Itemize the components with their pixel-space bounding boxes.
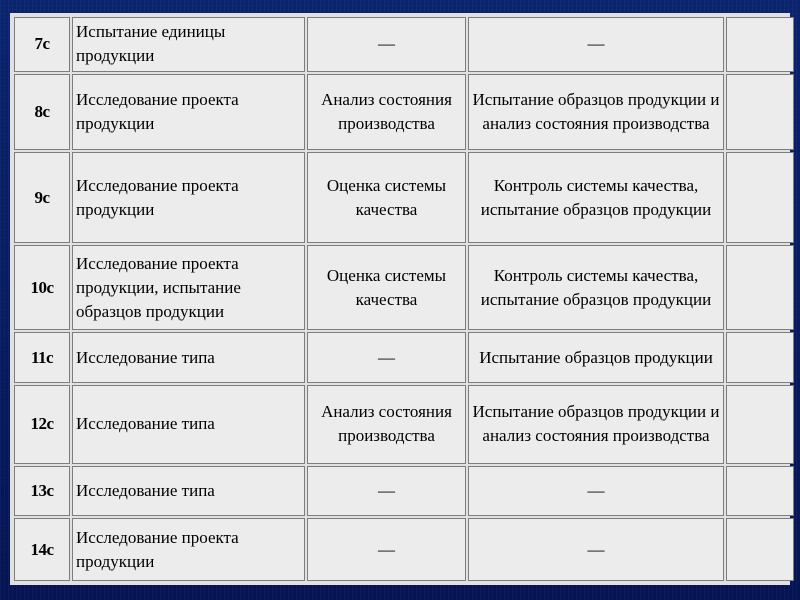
certification-form-cell <box>72 466 305 517</box>
extra-column-cell <box>726 518 794 581</box>
certification-schemes-table-frame <box>10 13 790 585</box>
scheme-code-cell <box>14 332 70 383</box>
manufacturer-control-cell <box>307 332 466 383</box>
table-row <box>14 17 794 72</box>
certification-schemes-table <box>12 15 796 583</box>
extra-column-cell <box>726 466 794 517</box>
certification-form-cell <box>72 74 305 151</box>
product-control-text: Испытание образцов продукции <box>479 347 713 367</box>
scheme-code: 8с <box>34 102 50 121</box>
product-control-cell <box>468 74 724 151</box>
manufacturer-control-text: Оценка системы качества <box>326 175 447 219</box>
certification-form-text: Исследование типа <box>76 481 215 500</box>
scheme-code-cell <box>14 152 70 243</box>
scheme-code-cell <box>14 17 70 72</box>
table-row <box>14 518 794 581</box>
manufacturer-control-cell <box>307 245 466 330</box>
manufacturer-control-text: — <box>378 34 395 54</box>
table-row <box>14 74 794 151</box>
table-row <box>14 332 794 383</box>
scheme-code-cell <box>14 385 70 464</box>
extra-column-cell <box>726 74 794 151</box>
product-control-text: — <box>587 481 605 500</box>
manufacturer-control-cell <box>307 17 466 72</box>
certification-form-cell <box>72 332 305 383</box>
product-control-cell <box>468 518 724 581</box>
certification-form-text: Исследование проекта продукции, испытание образцов продукции <box>76 253 241 321</box>
scheme-code: 7с <box>34 34 50 54</box>
extra-column-cell <box>726 385 794 464</box>
scheme-code: 9с <box>34 187 50 207</box>
scheme-code-cell <box>14 245 70 330</box>
certification-form-cell <box>72 385 305 464</box>
scheme-code: 10с <box>30 277 54 297</box>
product-control-cell <box>468 245 724 330</box>
scheme-code-cell <box>14 466 70 517</box>
certification-form-text: Исследование проекта продукции <box>76 90 239 133</box>
scheme-code: 12с <box>30 414 54 434</box>
certification-form-text: Исследование типа <box>76 347 215 367</box>
manufacturer-control-text: Анализ состояния производства <box>321 90 452 133</box>
product-control-text: Испытание образцов продукции и анализ состояния производства <box>472 90 720 133</box>
manufacturer-control-text: — <box>378 347 395 367</box>
manufacturer-control-cell <box>307 74 466 151</box>
manufacturer-control-text: — <box>378 481 395 500</box>
scheme-code: 11с <box>30 347 54 367</box>
manufacturer-control-text: Оценка системы качества <box>326 265 447 309</box>
table-row <box>14 245 794 330</box>
manufacturer-control-text: Анализ состояния производства <box>321 402 452 446</box>
certification-form-text: Испытание единицы продукции <box>76 22 226 66</box>
certification-form-cell <box>72 17 305 72</box>
certification-form-text: Исследование проекта продукции <box>76 175 239 219</box>
product-control-cell <box>468 332 724 383</box>
manufacturer-control-cell <box>307 466 466 517</box>
extra-column-cell <box>726 17 794 72</box>
certification-form-text: Исследование проекта продукции <box>76 527 239 571</box>
table-row <box>14 385 794 464</box>
certification-form-cell <box>72 518 305 581</box>
product-control-cell <box>468 17 724 72</box>
manufacturer-control-cell <box>307 518 466 581</box>
manufacturer-control-cell <box>307 385 466 464</box>
scheme-code: 14с <box>30 539 54 559</box>
scheme-code-cell <box>14 74 70 151</box>
product-control-text: Испытание образцов продукции и анализ состояния производства <box>472 402 720 446</box>
product-control-text: Контроль системы качества, испытание образцов продукции <box>480 265 712 309</box>
extra-column-cell <box>726 152 794 243</box>
product-control-text: — <box>587 34 605 54</box>
product-control-cell <box>468 152 724 243</box>
certification-form-cell <box>72 245 305 330</box>
extra-column-cell <box>726 332 794 383</box>
table-row <box>14 152 794 243</box>
scheme-code-cell <box>14 518 70 581</box>
product-control-cell <box>468 385 724 464</box>
manufacturer-control-cell <box>307 152 466 243</box>
table-row <box>14 466 794 517</box>
certification-form-text: Исследование типа <box>76 414 215 434</box>
product-control-cell <box>468 466 724 517</box>
certification-form-cell <box>72 152 305 243</box>
product-control-text: Контроль системы качества, испытание образцов продукции <box>480 175 712 219</box>
extra-column-cell <box>726 245 794 330</box>
product-control-text: — <box>587 539 605 559</box>
scheme-code: 13с <box>30 481 54 500</box>
manufacturer-control-text: — <box>378 539 395 559</box>
